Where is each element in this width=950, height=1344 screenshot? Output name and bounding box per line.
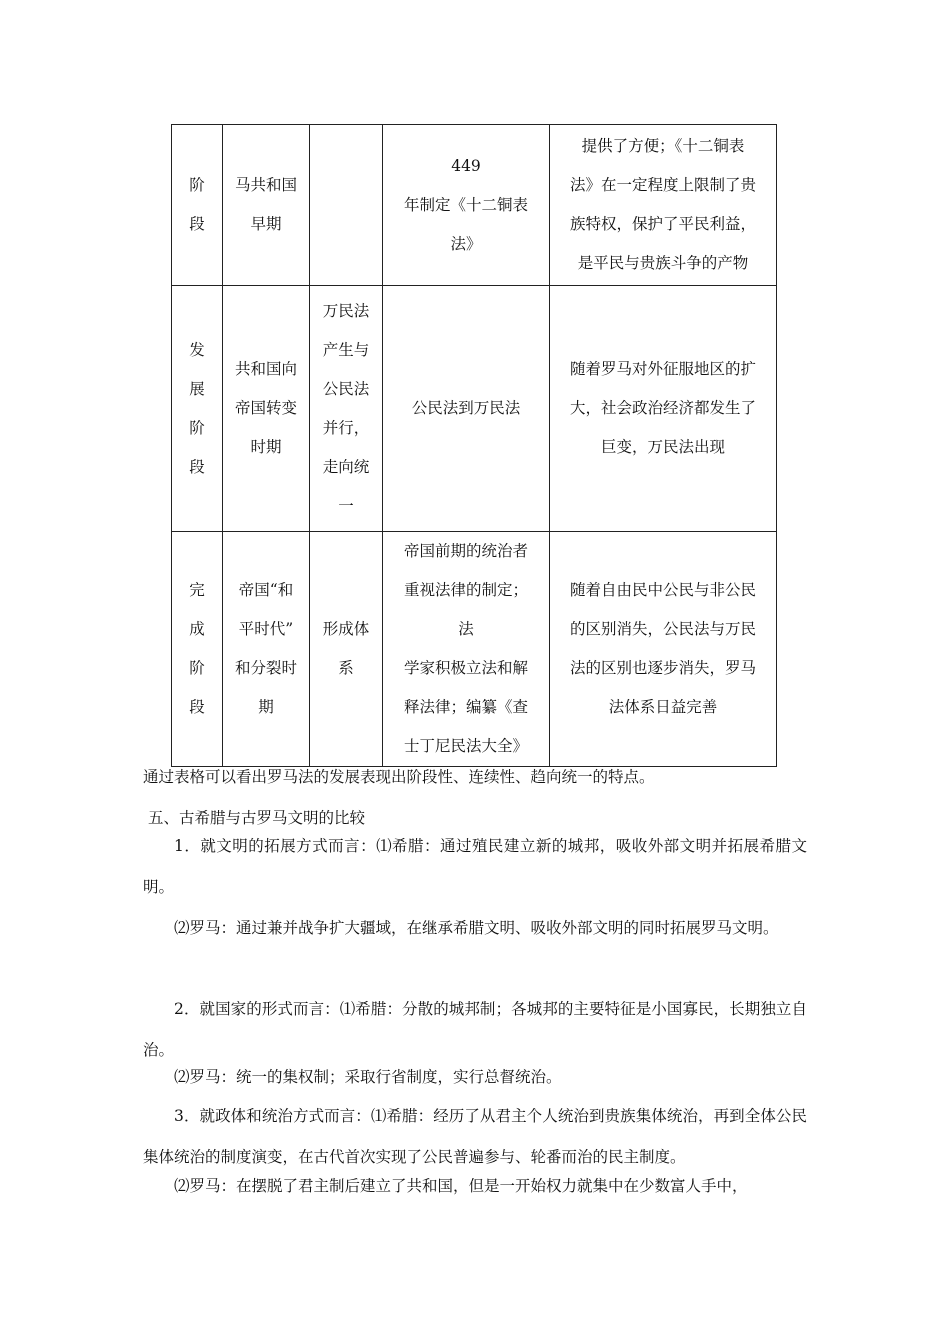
stage-cell: [172, 125, 223, 286]
cell-line: 成: [189, 620, 205, 638]
cell-line: 法》在一定程度上限制了贵: [569, 176, 756, 194]
cell-line: 族特权，保护了平民利益，: [569, 215, 756, 233]
cell-line: 公民法到万民法: [411, 399, 521, 417]
content-cell: [383, 532, 550, 767]
cell-line: 阶: [189, 659, 205, 677]
cell-line: 449: [451, 156, 481, 175]
reason-cell: [550, 286, 777, 532]
cell-line: 共和国向: [234, 360, 297, 378]
cell-line: 时期: [250, 438, 282, 456]
cell-line: 完: [189, 581, 205, 599]
cell-line: 和分裂时: [234, 659, 297, 677]
feature-cell: [310, 532, 383, 767]
cell-line: 万民法: [322, 301, 370, 320]
roman-law-table: [171, 124, 777, 767]
cell-line: 系: [338, 659, 354, 677]
feature-cell: [310, 286, 383, 532]
cell-line: 法体系日益完善: [608, 698, 718, 716]
cell-line: 走向统: [322, 457, 370, 476]
cell-line: 产生与: [322, 340, 370, 359]
content-cell: [383, 286, 550, 532]
table-row: [172, 532, 777, 767]
cell-line: 帝国“和: [238, 581, 294, 599]
paragraph: ⑵罗马：在摆脱了君主制后建立了共和国，但是一开始权力就集中在少数富人手中，: [174, 1177, 748, 1195]
cell-line: 段: [189, 698, 205, 716]
cell-line: 年制定《十二铜表: [403, 195, 528, 214]
cell-line: 形成体: [322, 620, 370, 638]
cell-line: 期: [258, 698, 274, 716]
period-cell: [223, 286, 310, 532]
cell-line: 早期: [250, 215, 282, 233]
table-row: [172, 286, 777, 532]
cell-line: 士丁尼民法大全》: [403, 737, 528, 755]
table-row: [172, 125, 777, 286]
cell-line: 阶: [189, 418, 205, 437]
cell-line: 重视法律的制定；: [403, 581, 528, 599]
cell-line: 法的区别也逐步消失，罗马: [569, 659, 756, 677]
feature-cell: [310, 125, 383, 286]
cell-line: 的区别消失，公民法与万民: [569, 620, 756, 638]
paragraph: ⑵罗马：通过兼并战争扩大疆域，在继承希腊文明、吸收外部文明的同时拓展罗马文明。: [174, 919, 779, 937]
cell-line: 学家积极立法和解: [403, 659, 528, 677]
period-cell: [223, 125, 310, 286]
paragraph: 3．就政体和统治方式而言：⑴希腊：经历了从君主个人统治到贵族集体统治，再到全体公民集体统治的制度演变，在古代首次实现了公民普遍参与、轮番而治的民主制度。: [143, 1107, 807, 1166]
cell-line: 并行，: [322, 418, 370, 437]
section-title: 五、古希腊与古罗马文明的比较: [148, 809, 366, 827]
cell-line: 段: [189, 457, 205, 476]
period-cell: [223, 532, 310, 767]
cell-line: 帝国转变: [234, 399, 297, 417]
cell-line: 提供了方便；《十二铜表: [581, 137, 745, 155]
cell-line: 平时代”: [238, 620, 294, 638]
stage-cell: [172, 286, 223, 532]
cell-line: 一: [338, 496, 354, 515]
paragraph: 2．就国家的形式而言：⑴希腊：分散的城邦制；各城邦的主要特征是小国寡民，长期独立自治。: [143, 1000, 807, 1059]
table-summary: 通过表格可以看出罗马法的发展表现出阶段性、连续性、趋向统一的特点。: [143, 768, 655, 786]
cell-line: 法》: [450, 234, 482, 253]
cell-line: 释法律；编纂《查: [403, 698, 528, 716]
paragraph: ⑵罗马：统一的集权制；采取行省制度，实行总督统治。: [174, 1068, 562, 1086]
content-cell: [383, 125, 550, 286]
cell-line: 是平民与贵族斗争的产物: [577, 254, 749, 272]
cell-line: 马共和国: [234, 176, 297, 194]
cell-line: 帝国前期的统治者: [403, 542, 528, 560]
stage-cell: [172, 532, 223, 767]
reason-cell: [550, 532, 777, 767]
cell-line: 发: [189, 340, 205, 359]
cell-line: 阶: [189, 176, 205, 194]
cell-line: 法: [458, 620, 474, 638]
cell-line: 公民法: [322, 379, 370, 398]
paragraph: 1．就文明的拓展方式而言：⑴希腊：通过殖民建立新的城邦，吸收外部文明并拓展希腊文明。: [143, 837, 807, 896]
cell-line: 大，社会政治经济都发生了: [569, 399, 756, 417]
cell-line: 随着自由民中公民与非公民: [569, 581, 756, 599]
reason-cell: [550, 125, 777, 286]
cell-line: 随着罗马对外征服地区的扩: [569, 360, 756, 378]
cell-line: 展: [189, 379, 205, 398]
cell-line: 段: [189, 215, 205, 233]
cell-line: 巨变，万民法出现: [600, 438, 725, 456]
